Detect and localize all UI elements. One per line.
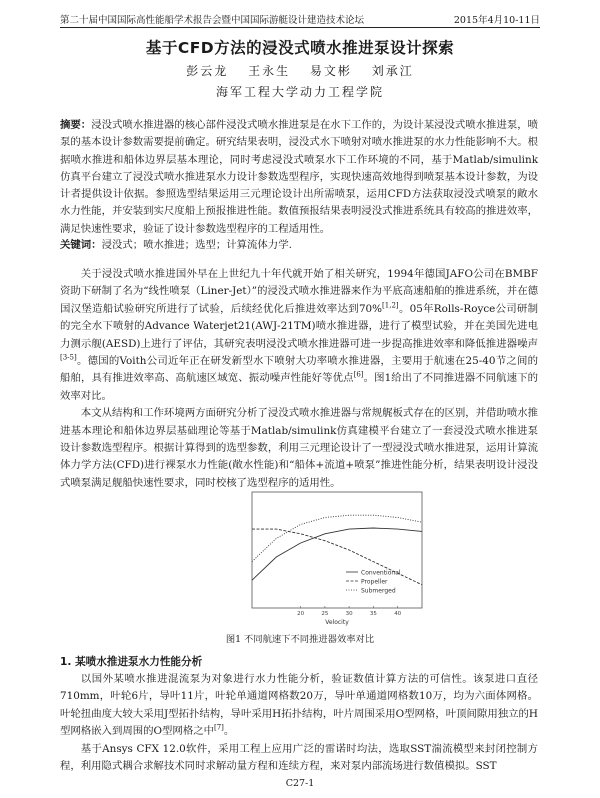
- efficiency-comparison-chart: [218, 484, 430, 626]
- series-line-submerged: [252, 515, 422, 561]
- conference-date: 2015年4月10-11日: [453, 15, 540, 26]
- conference-name: 第二十届中国国际高性能船学术报告会暨中国国际游艇设计建造技术论坛: [60, 15, 365, 26]
- intro-paragraph-2: 本文从结构和工作环境两方面研究分析了浸没式喷水推进器与常规艉板式存在的区别，并借助喷水推进基本理论和船体边界层基础理论等基于Matlab/simulink仿真建模平台建立了一套浸没式喷水推进泵设计参数选型程序。根据计算得到的选型参数，利用三元理论设计了一型浸没式喷水推进泵，运用计算流体力学方法(CFD)进行裸泵水力性能(敞水性能)和“船体+流道+喷泵”推进性能分析，结果表明设计浸没式喷泵满足舰船快速性要求，同时校核了选型程序的适用性。: [60, 407, 538, 489]
- paper-title: 基于CFD方法的浸没式喷水推进泵设计探索: [145, 39, 455, 57]
- text-run: 。德国的Voith公司近年正在研发新型水下喷射大功率喷水推进器，主要用于航速在25-40节之间的船舶，具有推进效率高、高航速区域宽、振动噪声性能好等优点: [60, 355, 538, 385]
- citation: [1,2]: [382, 301, 399, 310]
- plot-frame: [252, 492, 422, 608]
- abstract-text: 浸没式喷水推进器的核心部件浸没式喷水推进泵是在水下工作的，为设计某浸没式喷水推进泵，喷泵的基本设计参数需要提前确定。研究结果表明，浸没式水下喷射对喷水推进泵的水力性能影响不大。根据喷水推进和船体边界层基本理论，同时考虑浸没式喷泵水下工作环境的不同，基于Matlab/simulink仿真平台建立了浸没式喷水推进泵水力设计参数选型程序，实现快速高效地得到喷泵基本设计参数，为设计者提供设计依据。参照选型结果运用三元理论设计出所需喷泵，运用CFD方法获取浸没式喷泵的敞水水力性能，并安装到实尺度船上预报推进性能。数值预报结果表明浸没式推进系统具有较高的推进效率，满足快速性要求，验证了设计参数选型程序的工程适用性。: [60, 119, 539, 235]
- x-tick-label: 30: [345, 611, 353, 617]
- intro-paragraph-1: [60, 266, 538, 405]
- citation: [6]: [353, 370, 364, 379]
- legend-label-submerged: Submerged: [361, 587, 396, 595]
- text-run: 关于浸没式喷水推进国外早在上世纪九十年代就开始了相关研究，1994年德国JAFO公司在BMBF资助下研制了名为“线性喷泵（Liner-Jet）”的浸没式喷水推进器来作为平底高速船舶的推进系统，并在德国汉堡造船试验研究所进行了试验，后续经优化后推进效率达到70%: [60, 268, 538, 315]
- abstract-label: 摘要：: [60, 119, 92, 131]
- legend-label-propeller: Propeller: [361, 578, 388, 586]
- legend-label-conventional: Conventional: [361, 569, 401, 577]
- text-run: 以国外某喷水推进混流泵为对象进行水力性能分析，验证数值计算方法的可信性。该泵进口直径710mm，叶轮6片，导叶11片，叶轮单通道网格数20万，导叶单通道网格数10万，均为六面体网格。叶轮扭曲度大较大采用J型拓扑结构，导叶采用H拓扑结构，叶片周围采用O型网格，叶顶间隙用独立的H型网格嵌入到周围的O型网格之中: [60, 673, 538, 738]
- x-tick-label: 20: [297, 611, 305, 617]
- keywords: [60, 236, 538, 251]
- keywords-label: 关键词：: [60, 239, 102, 251]
- x-tick-label: 40: [394, 611, 402, 617]
- section-paragraph-2: 基于Ansys CFX 12.0软件，采用工程上应用广泛的雷诺时均法，选取SST湍流模型来封闭控制方程，利用隐式耦合求解技术同时求解动量方程和连续方程，来对泵内部流场进行数值模拟。SST: [60, 742, 538, 773]
- figure-caption: 图1 不同航速下不同推进器效率对比: [225, 634, 375, 645]
- x-axis-label: Velocity: [325, 619, 349, 626]
- header-rule: [60, 27, 540, 28]
- affiliation: 海军工程大学动力工程学院: [215, 85, 384, 99]
- text-run: 。图1给出了不同推进器不同航速下的效率对比。: [60, 372, 539, 402]
- section-paragraph-1: [60, 671, 538, 741]
- text-run: 。: [223, 725, 235, 738]
- citation: [3-5]: [60, 353, 77, 362]
- author: 彭云龙: [186, 64, 229, 78]
- running-header: [60, 10, 540, 26]
- abstract: [60, 117, 538, 238]
- author: 易文彬: [309, 64, 352, 78]
- x-tick-label: 25: [321, 611, 329, 617]
- citation: [7]: [214, 723, 224, 732]
- keywords-text: 浸没式；喷水推进；选型；计算流体力学.: [101, 239, 292, 251]
- introduction: [60, 266, 538, 492]
- author: 刘承江: [371, 64, 414, 78]
- text-run: 。05年Rolls-Royce公司研制的完全水下喷射的Advance Waterjet21(AWJ-21TM)喷水推进器，进行了模型试验，并在美国先进电力测示舰(AESD)上进行了评估，其研究表明浸没式喷水推进器可进一步提高推进效率和降低推进器噪声: [60, 302, 538, 350]
- author: 王永生: [248, 64, 291, 78]
- x-tick-label: 35: [369, 611, 377, 617]
- author-list: [0, 62, 600, 79]
- page-number: C27-1: [285, 778, 315, 789]
- section-heading: 1. 某喷水推进泵水力性能分析: [60, 656, 203, 668]
- legend: [346, 570, 401, 595]
- section-1-body: [60, 671, 538, 775]
